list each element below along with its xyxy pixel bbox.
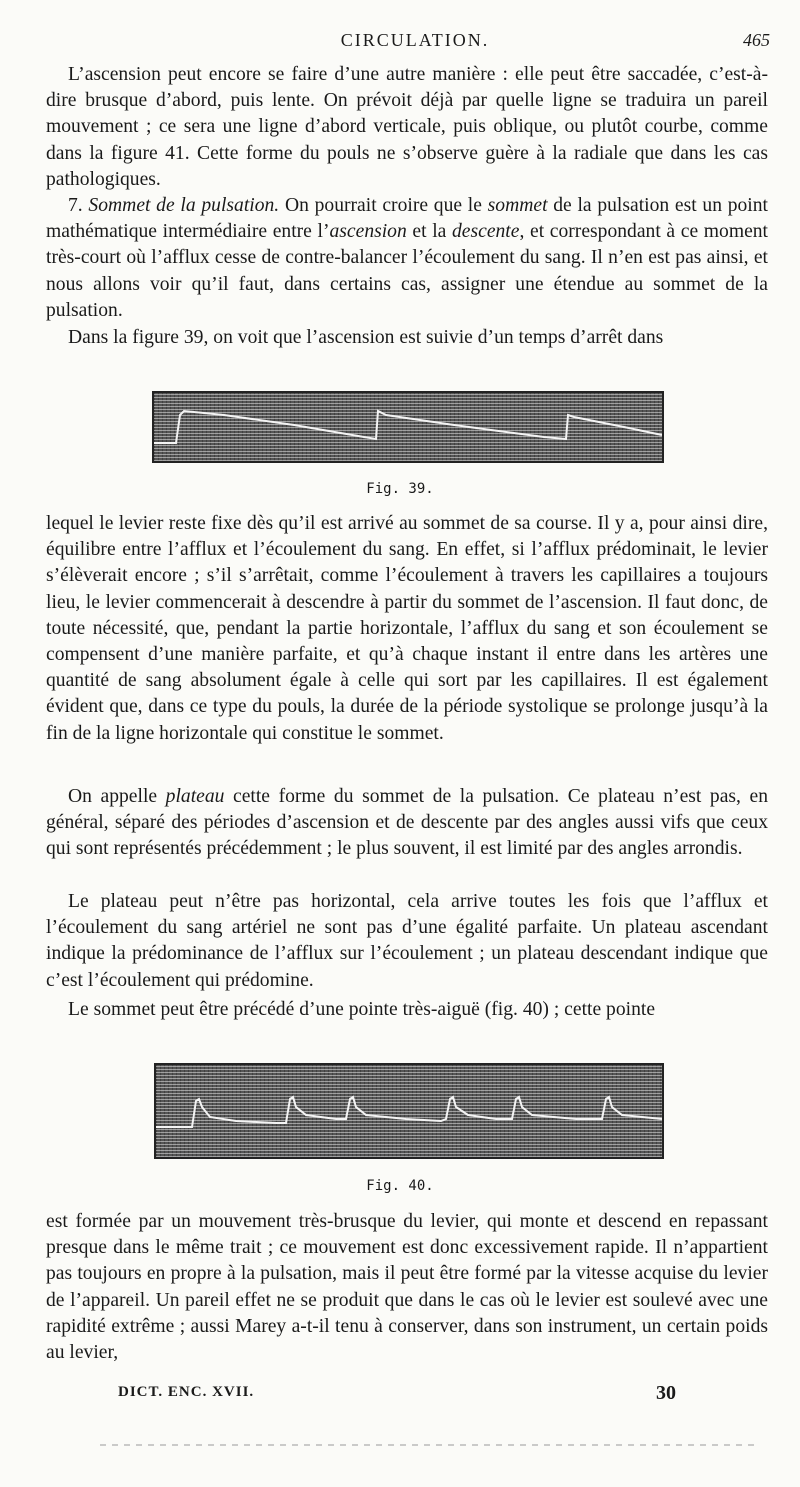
paragraph-plateau-incline: Le plateau peut n’être pas horizontal, cela arrive toutes les fois que l’afflux et l’écoulement du sang artériel ne sont pas d’une égalité parfaite. Un plateau ascendant indique la prédominance de l’afflux sur l’écoulement ; un plateau descendant indique que c’est l’écoulement qui prédomine. — [46, 891, 768, 991]
figure-39-caption: Fig. 39. — [366, 481, 434, 497]
figure-40-caption: Fig. 40. — [366, 1178, 434, 1194]
emphasis-ascension: ascension — [329, 221, 407, 243]
sheet-number: 30 — [656, 1382, 676, 1404]
pulse-trace-line — [154, 411, 662, 443]
paragraph-sommet — [46, 193, 768, 324]
text-run: et la — [406, 221, 452, 243]
text-run: On pourrait croire que le — [279, 195, 488, 216]
pulse-trace-line — [156, 1097, 662, 1127]
page-number: 465 — [743, 30, 770, 50]
paragraph-equilibre: lequel le levier reste fixe dès qu’il est arrivé au sommet de sa course. Il y a, pour ainsi dire, équilibre entre l’afflux et l’écoulement du sang. En effet, si l’afflux prédominait, le levier s’élèverait encore ; s’il s’arrêtait, comme l’écoulement à travers les capillaires a toujours lieu, le levier commencerait à descendre à partir du sommet de l’ascension. Il faut donc, de toute nécessité, que, pendant la partie horizontale, l’afflux du sang et son écoulement se compensent d’une manière parfaite, et qu’à chaque instant il entre dans les artères une quantité de sang absolument égale à celle qui sort par les capillaires. Il est également évident que, dans ce type du pouls, la durée de la période systolique se prolonge jusqu’à la fin de la ligne horizontale qui constitue le sommet. — [46, 513, 768, 744]
bleed-through-line — [100, 1444, 760, 1446]
section-number: 7. — [68, 195, 89, 216]
paragraph-figure-39-intro: Dans la figure 39, on voit que l’ascension est suivie d’un temps d’arrêt dans — [68, 327, 664, 348]
text-run: cette forme du sommet de la pulsation. Ce plateau n’est pas, en général, séparé des périodes d’ascension et de descente par des angles aussi vifs que ceux qui sont représentés précédemment ; le plus souvent, il est limité par des angles arrondis. — [46, 786, 768, 860]
figure-40-trace-svg — [156, 1065, 662, 1157]
text-run: de la pulsation est un point mathématique intermédiaire entre l’ — [46, 195, 768, 243]
signature-mark: DICT. ENC. XVII. — [118, 1384, 255, 1400]
section-heading: Sommet de la pulsation. — [88, 195, 280, 216]
text-run: On appelle — [68, 786, 166, 807]
emphasis-plateau: plateau — [165, 786, 225, 807]
emphasis-sommet: sommet — [487, 195, 548, 216]
paragraph-pointe-levier: est formée par un mouvement très-brusque du levier, qui monte et descend en repassant presque dans le même trait ; ce mouvement est donc excessivement rapide. Il n’appartient pas toujours en propre à la pulsation, mais il peut être formé par la vitesse acquise du levier de l’appareil. Un pareil effet ne se produit que dans le cas où le levier est soulevé avec une rapidité extrême ; aussi Marey a-t-il tenu à conserver, dans son instrument, un certain poids au levier, — [46, 1211, 768, 1364]
emphasis-descente: descente — [452, 221, 520, 243]
text-run: , et correspondant à ce moment très-court où l’afflux cesse de contre-balancer l’écoulement du sang. Il n’en est pas ainsi, et nous allons voir qu’il faut, dans certains cas, assigner une étendue au sommet de la pulsation. — [46, 221, 769, 321]
paragraph-ascension-saccadee: L’ascension peut encore se faire d’une autre manière : elle peut être saccadée, c’est-à-dire brusque d’abord, puis lente. On prévoit déjà par quelle ligne se traduira un pareil mouvement ; ce sera une ligne d’abord verticale, puis oblique, ou plutôt courbe, comme dans la figure 41. Cette forme du pouls ne s’observe guère à la radiale que dans les cas pathologiques. — [46, 64, 768, 190]
running-header — [60, 30, 770, 56]
figure-39-pulse-trace — [152, 391, 664, 463]
running-title: CIRCULATION. — [340, 30, 490, 50]
paragraph-figure-40-intro: Le sommet peut être précédé d’une pointe très-aiguë (fig. 40) ; cette pointe — [68, 999, 656, 1020]
figure-39-trace-svg — [154, 393, 662, 461]
figure-40-pulse-trace — [154, 1063, 664, 1159]
paragraph-plateau — [46, 784, 768, 863]
